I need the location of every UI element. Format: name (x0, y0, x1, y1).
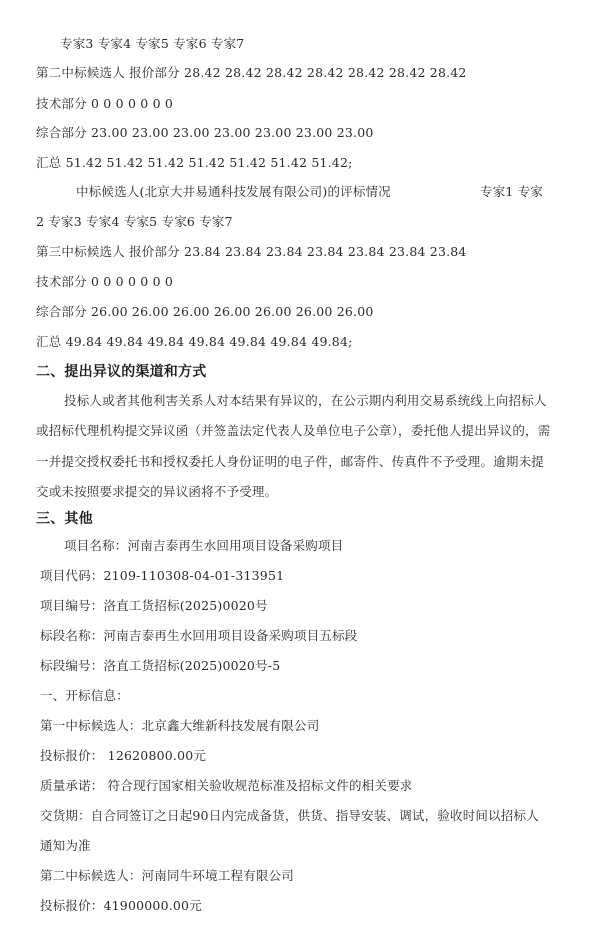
project-number: 项目编号：洛直工货招标(2025)0020号 (40, 598, 268, 613)
lot-number: 标段编号：洛直工货招标(2025)0020号-5 (40, 658, 281, 673)
project-name: 项目名称：河南吉泰再生水回用项目设备采购项目 (64, 538, 344, 553)
third-candidate-composite-row: 综合部分 26.00 26.00 26.00 26.00 26.00 26.00 26.00 (36, 304, 374, 319)
lot-name: 标段名称：河南吉泰再生水回用项目设备采购项目五标段 (40, 628, 358, 643)
delivery-period-line-1: 交货期：自合同签订之日起90日内完成备货，供货、指导安装、调试，验收时间以招标人 (40, 808, 539, 823)
project-code: 项目代码：2109-110308-04-01-313951 (40, 568, 285, 583)
quality-commitment: 质量承诺： 符合现行国家相关验收规范标准及招标文件的相关要求 (40, 778, 413, 793)
objection-paragraph-line-1: 投标人或者其他利害关系人对本结果有异议的，在公示期内利用交易系统线上向招标人 (64, 393, 547, 408)
third-candidate-total-row: 汇总 49.84 49.84 49.84 49.84 49.84 49.84 49.84; (36, 334, 353, 349)
third-candidate-tech-row: 技术部分 0 0 0 0 0 0 0 (36, 274, 174, 289)
expert-header-start: 专家1 专家 (480, 184, 544, 199)
third-candidate-price-row: 第三中标候选人 报价部分 23.84 23.84 23.84 23.84 23.84 23.84 23.84 (36, 244, 467, 259)
second-candidate-price-row: 第二中标候选人 报价部分 28.42 28.42 28.42 28.42 28.42 28.42 28.42 (36, 65, 467, 80)
section-3-heading: 三、其他 (36, 511, 93, 527)
first-candidate: 第一中标候选人：北京鑫大维新科技发展有限公司 (40, 718, 320, 733)
expert-header-row: 专家3 专家4 专家5 专家6 专家7 (60, 36, 245, 51)
bid-opening-info-heading: 一、开标信息： (40, 688, 129, 703)
second-candidate-price: 投标报价：41900000.00元 (40, 898, 202, 913)
objection-paragraph-line-4: 交或未按照要求提交的异议函将不予受理。 (36, 484, 278, 499)
delivery-period-line-2: 通知为准 (40, 838, 91, 853)
second-candidate-composite-row: 综合部分 23.00 23.00 23.00 23.00 23.00 23.00 23.00 (36, 125, 374, 140)
section-2-heading: 二、提出异议的渠道和方式 (36, 364, 207, 380)
objection-paragraph-line-3: 一并提交授权委托书和授权委托人身份证明的电子件，邮寄件、传真件不予受理。逾期未提 (36, 454, 545, 469)
objection-paragraph-line-2: 或招标代理机构提交异议函（并签盖法定代表人及单位电子公章），委托他人提出异议的，需 (36, 423, 551, 438)
second-candidate-tech-row: 技术部分 0 0 0 0 0 0 0 (36, 96, 174, 111)
candidate-evaluation-title: 中标候选人(北京大井易通科技发展有限公司)的评标情况 (76, 184, 391, 199)
first-candidate-price: 投标报价： 12620800.00元 (40, 748, 207, 763)
expert-header-row-2: 2 专家3 专家4 专家5 专家6 专家7 (36, 214, 233, 229)
second-candidate: 第二中标候选人：河南同牛环境工程有限公司 (40, 868, 295, 883)
second-candidate-total-row: 汇总 51.42 51.42 51.42 51.42 51.42 51.42 51.42; (36, 155, 353, 170)
